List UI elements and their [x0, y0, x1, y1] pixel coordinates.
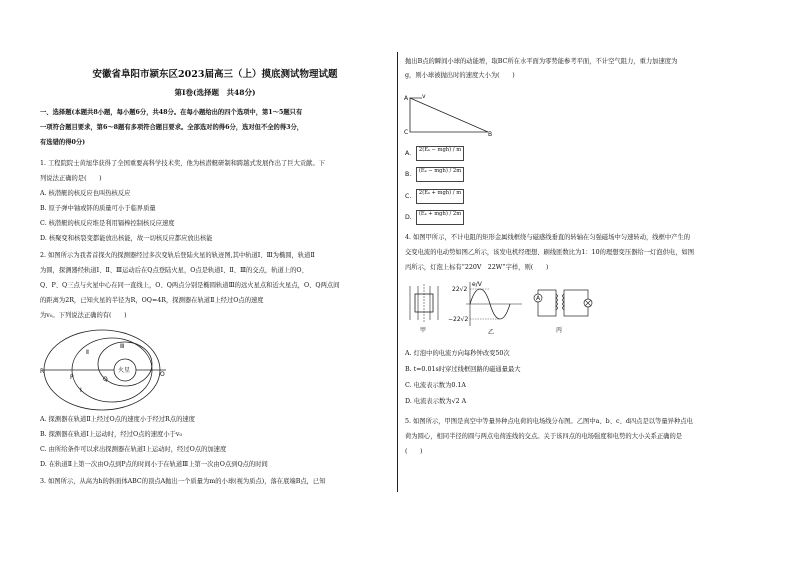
slope-diagram	[404, 92, 494, 138]
label-v: v	[422, 93, 426, 100]
label-ammeter: A	[536, 295, 541, 302]
section-title: 第Ⅰ卷(选择题 共48分)	[174, 88, 256, 97]
instructions-line-1: 一、选择题(本题共8小题，每小题6分，共48分。在每小题给出的四个选项中，第1～5题只有	[40, 109, 303, 116]
q3-option-a-expr: 2(Eₖ − mgh) / m	[416, 146, 464, 161]
emf-graph	[448, 281, 522, 336]
q2-stem-1: 2. 如图所示为我者首探火的探测器经过多次变轨后登陆火星的轨迹图,其中轨道Ⅰ、Ⅲ为椭圆，轨道Ⅱ	[40, 252, 315, 259]
instructions-line-3: 有选错的得0分)	[40, 139, 86, 146]
q3-option-b-expr: (Eₖ − mgh) / 2m	[416, 167, 464, 182]
slope-triangle	[410, 98, 488, 132]
q3-stem-right-1: 抛出B点的瞬间小球的动能增，取BC所在水平面为零势能参考平面，不计空气阻力，重力加速度为	[405, 58, 678, 65]
q2-option-d: D. 在轨道Ⅱ上第一次由O点到P点的时间小于在轨道Ⅲ上第一次由O点到Q点的时间	[40, 461, 268, 468]
q2-stem-3: Q、P、Q三点与火星中心在同一直线上，O、Q两点分别是椭圆轨道Ⅲ的远火星点和近火星点，O、Q两点间	[40, 282, 340, 289]
label-orbit-1: Ⅰ	[80, 387, 82, 394]
q4-stem-1: 4. 如图甲所示，不计电阻的矩形金属线框绕与磁感线垂直的转轴在匀强磁场中匀速转动，线框中产生的	[405, 234, 691, 241]
q1-option-c: C. 核潜艇的核反应堆是利用镉棒控制核反应速度	[40, 220, 175, 227]
q3-option-a-label: A.	[405, 150, 412, 157]
q4-option-b: B. t=0.01s时穿过线框回路的磁通量最大	[405, 366, 521, 373]
label-emin: −22√2	[448, 316, 469, 323]
q4-option-c: C. 电流表示数为0.1A	[405, 382, 466, 389]
label-o: O	[160, 371, 165, 378]
generator-diagrams	[404, 280, 604, 340]
label-emax: 22√2	[452, 286, 468, 293]
q3-stem-right-2: g，则小球被抛出时的速度大小为( )	[405, 72, 515, 79]
q2-stem-2: 为圆，探测器经轨道Ⅰ、Ⅱ、Ⅲ运动后在Q点登陆火星，O点是轨道Ⅰ、Ⅱ、Ⅲ的交点，轨道上的O、	[40, 267, 308, 274]
q3-option-d-expr: (Eₖ + mgh) / 2m	[416, 210, 464, 225]
label-yi: 乙	[488, 329, 495, 336]
q5-stem-3: ( )	[405, 448, 423, 455]
q4-option-d: D. 电流表示数为√2 A	[405, 398, 467, 405]
label-orbit-2: Ⅱ	[86, 349, 89, 356]
q2-stem-4: 的距离为2R，已知火星的半径为R，OQ=4R，探测器在轨道Ⅱ上经过O点的速度	[40, 297, 264, 304]
instructions-line-2: 一项符合题目要求，第6～8题有多项符合题目要求。全部选对的得6分，选对但不全的得3分，	[40, 124, 304, 131]
label-a: A	[404, 95, 409, 102]
coil-figure	[410, 284, 438, 334]
q4-stem-2: 交变电流的电动势如图乙所示，该发电机经理想、刷线匝数比为1：10的理想变压器给一灯泡供电，如图	[405, 249, 695, 256]
q1-stem-2: 列说法正确的是( )	[40, 175, 102, 182]
q2-stem-5: 为v₀。下列说法正确的有( )	[40, 312, 127, 319]
q1-option-b: B. 原子弹中铀或钚的质量可小于临界质量	[40, 205, 156, 212]
label-b: B	[488, 131, 493, 138]
orbit-diagram	[40, 326, 170, 414]
label-r: R	[40, 368, 45, 375]
q5-stem-1: 5. 如图所示，甲图是真空中等量异种点电荷的电场线分布图。乙图中a、b、c、d四点是以等量异种点电	[405, 418, 693, 425]
label-p: P	[70, 374, 74, 381]
q5-stem-2: 荷为圆心，相同半径的圆与两点电荷连线的交点。关于该四点的电场强度和电势的大小关系正确的是	[405, 433, 683, 440]
label-jia: 甲	[420, 327, 427, 334]
column-divider	[397, 52, 398, 492]
q2-option-a: A. 探测器在轨道Ⅱ上经过O点的速度小于经过R点的速度	[40, 416, 195, 423]
transformer-circuit	[534, 290, 592, 334]
q2-option-b: B. 探测器在轨道Ⅰ上运动时，经过O点的速度小于v₀	[40, 431, 183, 438]
q1-option-a: A. 核潜艇的核反应也叫热核反应	[40, 190, 131, 197]
label-c: C	[404, 129, 409, 136]
q4-option-a: A. 灯泡中的电流方向每秒钟改变50次	[405, 350, 510, 357]
exam-title: 安徽省阜阳市颍东区2023届高三（上）摸底测试物理试题	[92, 69, 338, 80]
q1-stem-1: 1. 工程院院士黄旭华获得了全国重要高科学技术奖，他为核潜艇研制和跨越式发展作出了巨大贡献。下	[40, 160, 326, 167]
label-unit: e/V	[472, 281, 482, 288]
label-bing: 丙	[556, 327, 563, 334]
q3-option-b-label: B.	[405, 171, 412, 178]
q3-option-d-label: D.	[405, 214, 412, 221]
q1-option-d: D. 核聚变和核裂变都能放出核能，故一切核反应都应放出核能	[40, 235, 213, 242]
q4-stem-3: 丙所示，灯泡上标有“220V 22W”字样，则( )	[405, 264, 549, 271]
label-mars: 火星	[118, 367, 131, 374]
label-q: Q	[103, 376, 108, 383]
label-orbit-3: Ⅲ	[120, 343, 125, 350]
q3-option-c-expr: 2(Eₖ + mgh) / m	[416, 189, 464, 204]
q2-option-c: C. 由所给条件可以求出探测器在轨道Ⅰ上运动时，经过O点的加速度	[40, 446, 227, 453]
q3-stem-left: 3. 如图所示，从高为h的斜面体ABC的顶点A抛出一个质量为m的小球(视为质点)，落在底端B点，已知	[40, 478, 326, 485]
q3-option-c-label: C.	[405, 193, 412, 200]
